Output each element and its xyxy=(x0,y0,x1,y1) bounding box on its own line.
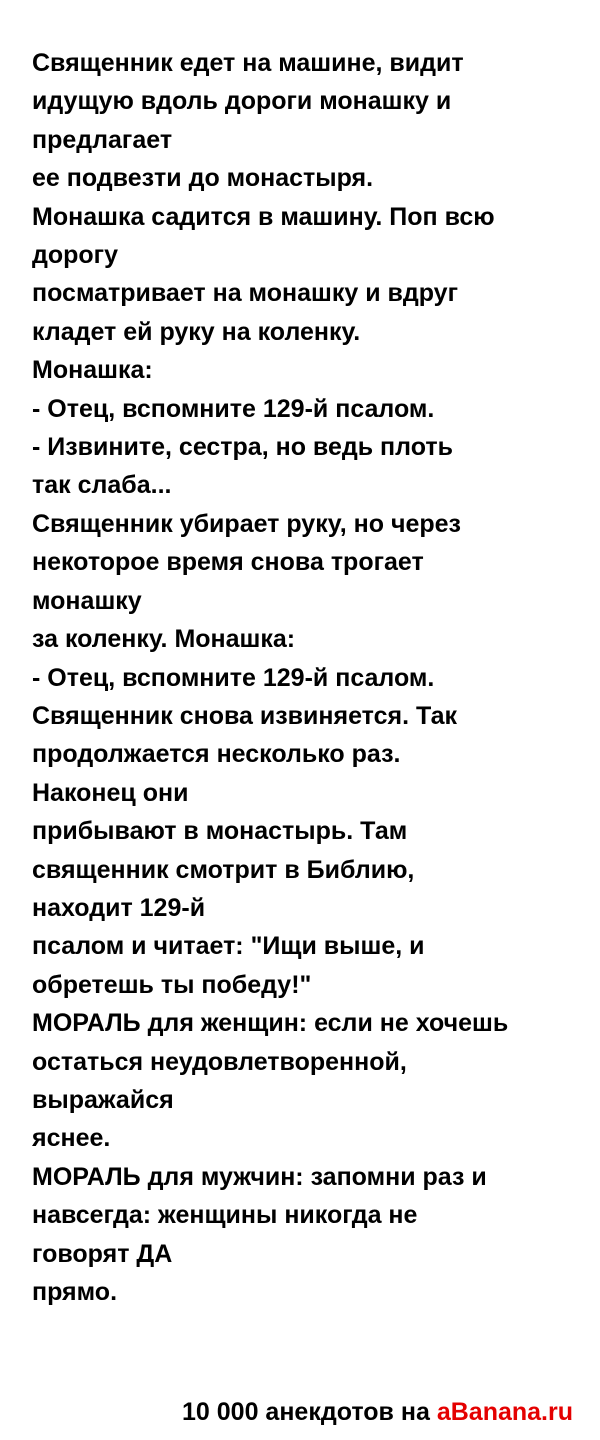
joke-line: говорят ДА xyxy=(32,1239,173,1268)
joke-line: идущую вдоль дороги монашку и xyxy=(32,87,452,116)
joke-line: - Отец, вспомните 129-й псалом. xyxy=(32,663,435,692)
joke-line: ее подвезти до монастыря. xyxy=(32,164,374,193)
joke-line: обретешь ты победу!" xyxy=(32,970,312,999)
footer-caption xyxy=(182,1394,573,1430)
joke-text xyxy=(32,44,592,1311)
joke-line: за коленку. Монашка: xyxy=(32,625,296,654)
joke-line: некоторое время снова трогает xyxy=(32,548,424,577)
joke-line: дорогу xyxy=(32,241,118,270)
joke-line: МОРАЛЬ для женщин: если не хочешь xyxy=(32,1009,509,1038)
joke-line: прямо. xyxy=(32,1278,118,1306)
footer-text: 10 000 анекдотов на xyxy=(182,1398,437,1426)
joke-line: прибывают в монастырь. Там xyxy=(32,817,408,846)
joke-line: псалом и читает: "Ищи выше, и xyxy=(32,932,425,961)
joke-line: Священник едет на машине, видит xyxy=(32,49,464,77)
joke-line: навсегда: женщины никогда не xyxy=(32,1201,418,1230)
site-link[interactable]: aBanana.ru xyxy=(436,1398,573,1426)
joke-line: монашку xyxy=(32,586,142,615)
joke-line: - Отец, вспомните 129-й псалом. xyxy=(32,394,435,423)
joke-line: - Извините, сестра, но ведь плоть xyxy=(32,433,453,462)
joke-line: Священник убирает руку, но через xyxy=(32,509,461,538)
joke-line: так слаба... xyxy=(32,471,172,500)
joke-line: продолжается несколько раз. xyxy=(32,740,401,769)
joke-line: предлагает xyxy=(32,125,173,154)
joke-line: выражайся xyxy=(32,1085,174,1114)
joke-line: Наконец они xyxy=(32,778,189,807)
joke-line: священник смотрит в Библию, xyxy=(32,855,415,884)
joke-line: остаться неудовлетворенной, xyxy=(32,1047,407,1076)
joke-line: находит 129-й xyxy=(32,893,206,922)
joke-line: яснее. xyxy=(32,1124,111,1153)
joke-line: Священник снова извиняется. Так xyxy=(32,701,458,730)
joke-line: кладет ей руку на коленку. xyxy=(32,317,361,346)
joke-line: МОРАЛЬ для мужчин: запомни раз и xyxy=(32,1162,487,1191)
joke-line: Монашка садится в машину. Поп всю xyxy=(32,202,495,231)
joke-line: посматривает на монашку и вдруг xyxy=(32,279,459,308)
joke-line: Монашка: xyxy=(32,356,153,385)
